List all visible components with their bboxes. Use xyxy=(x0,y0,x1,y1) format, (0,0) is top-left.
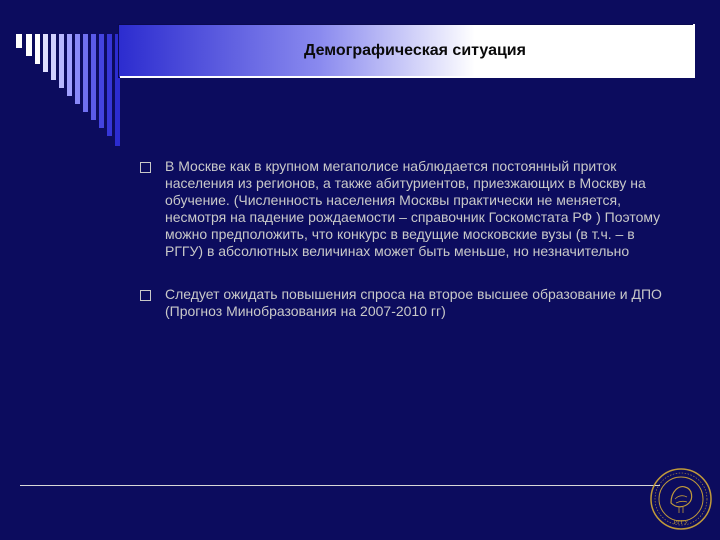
square-bullet-icon xyxy=(140,290,151,301)
bullet-text: Следует ожидать повышения спроса на второе высшее образование и ДПО (Прогноз Минобразования на 2007-2010 гг) xyxy=(165,286,662,319)
slide-title: Демографическая ситуация xyxy=(304,42,526,59)
footer-divider xyxy=(20,485,660,486)
bullet-text: В Москве как в крупном мегаполисе наблюдается постоянный приток населения из регионов, а также абитуриентов, приезжающих в Москву на обучение. (Численность населения Москвы практически не меняется, несмотря на падение рождаемости – справочник Госкомстата РФ ) Поэтому можно предположить, что конкурс в ведущие московские вузы (в т.ч. – в РГГУ) в абсолютных величинах может быть меньше, но незначительно xyxy=(165,158,661,259)
university-emblem-icon xyxy=(649,467,713,531)
decorative-stripes xyxy=(0,0,130,150)
square-bullet-icon xyxy=(140,162,151,173)
title-right-border xyxy=(693,24,695,78)
emblem-letters: РГГУ xyxy=(673,520,689,526)
